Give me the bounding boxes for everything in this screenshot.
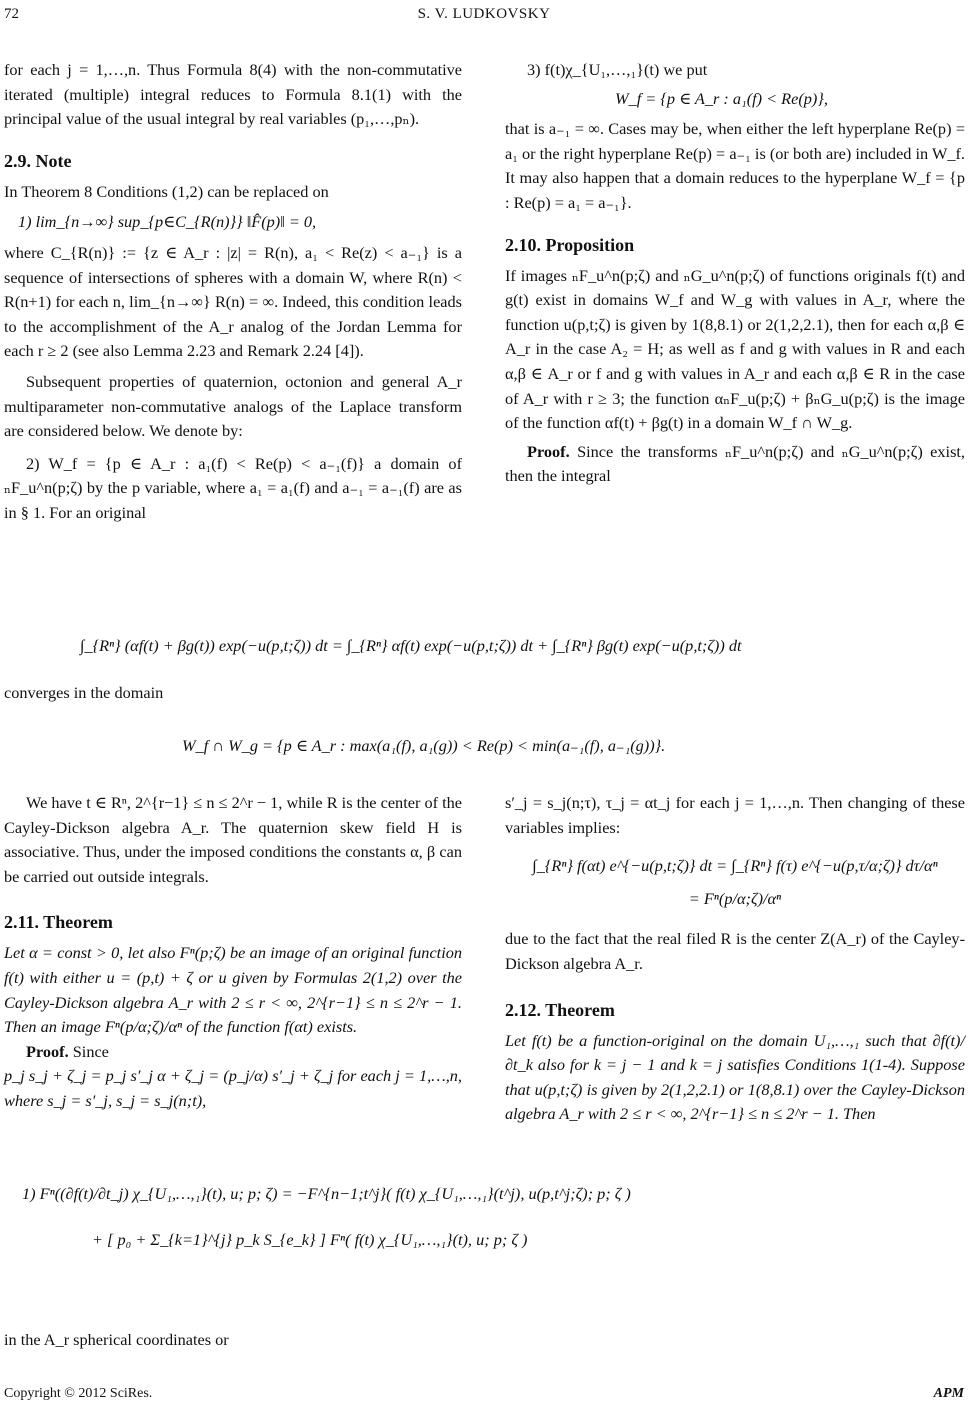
- section-2-10-title: 2.10. Proposition: [505, 234, 635, 255]
- scaling-integral-equation: ∫_{Rⁿ} f(αt) e^{−u(p,t;ζ)} dt = ∫_{Rⁿ} f(τ) e^{−u(p,τ/α;ζ)} dτ/αⁿ: [532, 856, 938, 876]
- s211-theorem-text: Let α = const > 0, let also Fⁿ(p;ζ) be an image of an original function f(t) with either u = (p,t) + ζ or u given by Formulas 2(1,2) over the Cayley-Dickson algebra A_r with 2 ≤ r < ∞, 2^{r−1} ≤ n ≤ 2^r − 1. Then an image Fⁿ(p/α;ζ)/αⁿ of the function f(αt) exists.: [4, 943, 462, 1037]
- converges-text: converges in the domain: [4, 683, 164, 702]
- intro-paragraph: for each j = 1,…,n. Thus Formula 8(4) with the non-commutative iterated (multiple) integral reduces to Formula 8.1(1) with the principal value of the usual integral by real variables (p₁,…,pₙ).: [4, 60, 462, 129]
- condition-3-paragraph: that is a₋₁ = ∞. Cases may be, when either the left hyperplane Re(p) = a₁ or the right hyperplane Re(p) = a₋₁ is (or both are) included in W_f. It may also happen that a domain reduces to the hyperplane W_f = {p : Re(p) = a₁ = a₋₁}.: [505, 119, 965, 212]
- scaling-result-equation: = Fⁿ(p/α;ζ)/αⁿ: [688, 888, 782, 908]
- running-header: [0, 6, 968, 32]
- lower-left-para-1: We have t ∈ Rⁿ, 2^{r−1} ≤ n ≤ 2^r − 1, while R is the center of the Cayley-Dickson algebra A_r. The quaternion skew field H is associative. Thus, under the imposed conditions the constants α, β can be carried out outside integrals.: [4, 793, 462, 886]
- s210-proof: [505, 440, 965, 489]
- copyright-notice: Copyright © 2012 SciRes.: [4, 1386, 153, 1401]
- s29-para-1: In Theorem 8 Conditions (1,2) can be replaced on: [4, 181, 329, 201]
- proof-label: Proof.: [527, 441, 570, 461]
- domain-intersection-equation: W_f ∩ W_g = {p ∈ A_r : max(a₁(f), a₁(g)) < Re(p) < min(a₋₁(f), a₋₁(g))}.: [182, 736, 666, 755]
- s212-theorem-text: Let f(t) be a function-original on the domain U₁,…,₁ such that ∂f(t)/∂t_k also for k = j − 1 and k = j satisfies Conditions 1(1-4). Suppose that u(p,t;ζ) is given by 2(1,2,2.1) or 1(8,8.1) over the Cayley-Dickson algebra A_r with 2 ≤ r < ∞, 2^{r−1} ≤ n ≤ 2^r − 1. Then: [505, 1030, 965, 1124]
- spherical-coordinates-text: in the A_r spherical coordinates or: [4, 1330, 229, 1349]
- s29-condition-2: 2) W_f = {p ∈ A_r : a₁(f) < Re(p) < a₋₁(f)} a domain of ₙF_u^n(p;ζ) by the p variable, where a₁ = a₁(f) and a₋₁ = a₋₁(f) are as in § 1. For an original: [4, 453, 462, 522]
- s29-para-3: Subsequent properties of quaternion, octonion and general A_r multiparameter non-commutative analogs of the Laplace transform are considered below. We denote by:: [4, 371, 462, 441]
- s211-proof: [4, 1040, 462, 1065]
- s211-proof-equation: p_j s_j + ζ_j = p_j s′_j α + ζ_j = (p_j/α) s′_j + ζ_j for each j = 1,…,n, where s_j = s′_j, s_j = s_j(n;t),: [4, 1066, 462, 1110]
- section-2-12-title: 2.12. Theorem: [505, 999, 615, 1020]
- s210-paragraph: If images ₙF_u^n(p;ζ) and ₙG_u^n(p;ζ) of functions originals f(t) and g(t) exist in domains W_f and W_g with values in A_r, where the function u(p,t;ζ) is given by 1(8,8.1) or 2(1,2,2.1), then for each α,β ∈ A_r in the case A₂ = H; as well as f and g with values in R and each α,β ∈ A_r or f and g with values in A_r and each α,β ∈ R in the case of A_r with r ≥ 3; the function αₙF_u(p;ζ) + βₙG_u(p;ζ) is the image of the function αf(t) + βg(t) in a domain W_f ∩ W_g.: [505, 265, 965, 433]
- equation-line-1: 1) Fⁿ((∂f(t)/∂t_j) χ_{U₁,…,₁}(t), u; p; ζ) = −F^{n−1;t^j}( f(t) χ_{U₁,…,₁}(t^j), u(p,t^j;ζ); p; ζ ): [22, 1184, 631, 1203]
- proof-text: Since: [72, 1041, 109, 1061]
- journal-abbreviation: APM: [933, 1386, 964, 1401]
- lower-left-column: [4, 791, 462, 1114]
- linearity-integral-equation: ∫_{Rⁿ} (αf(t) + βg(t)) exp(−u(p,t;ζ)) dt = ∫_{Rⁿ} αf(t) exp(−u(p,t;ζ)) dt + ∫_{Rⁿ} βg(t) exp(−u(p,t;ζ)) dt: [80, 636, 742, 655]
- running-author: S. V. LUDKOVSKY: [417, 6, 551, 22]
- left-column: [4, 58, 462, 526]
- proof-text: Since the transforms ₙF_u^n(p;ζ) and ₙG_u^n(p;ζ) exist, then the integral: [505, 441, 965, 486]
- proof-label: Proof.: [26, 1041, 69, 1061]
- right-column: [505, 58, 965, 489]
- lower-right-para-1: s′_j = s_j(n;τ), τ_j = αt_j for each j = 1,…,n. Then changing of these variables implies:: [505, 793, 965, 837]
- page-number: 72: [4, 6, 19, 22]
- s29-condition-1: 1) lim_{n→∞} sup_{p∈C_{R(n)}} ‖F̂(p)‖ = 0,: [18, 212, 317, 232]
- equation-line-2: + [ p₀ + Σ_{k=1}^{j} p_k S_{e_k} ] Fⁿ( f(t) χ_{U₁,…,₁}(t), u; p; ζ ): [92, 1230, 528, 1249]
- s29-para-2: where C_{R(n)} := {z ∈ A_r : |z| = R(n), a₁ < Re(z) < a₋₁} is a sequence of intersections of spheres with a domain W, where R(n) < R(n+1) for each n, lim_{n→∞} R(n) = ∞. Indeed, this condition leads to the accomplishment of the A_r analog of the Jordan Lemma for each r ≥ 2 (see also Lemma 2.23 and Remark 2.24 [4]).: [4, 242, 462, 361]
- derivative-theorem-equation: [22, 1184, 962, 1250]
- section-2-11-title: 2.11. Theorem: [4, 912, 113, 933]
- section-2-9-title: 2.9. Note: [4, 150, 72, 171]
- lower-right-column: [505, 791, 965, 1127]
- lower-right-para-2: due to the fact that the real filed R is the center Z(A_r) of the Cayley-Dickson algebra A_r.: [505, 929, 965, 973]
- condition-3: 3) f(t)χ_{U₁,…,₁}(t) we put: [527, 60, 708, 79]
- condition-3-equation: W_f = {p ∈ A_r : a₁(f) < Re(p)},: [615, 88, 828, 108]
